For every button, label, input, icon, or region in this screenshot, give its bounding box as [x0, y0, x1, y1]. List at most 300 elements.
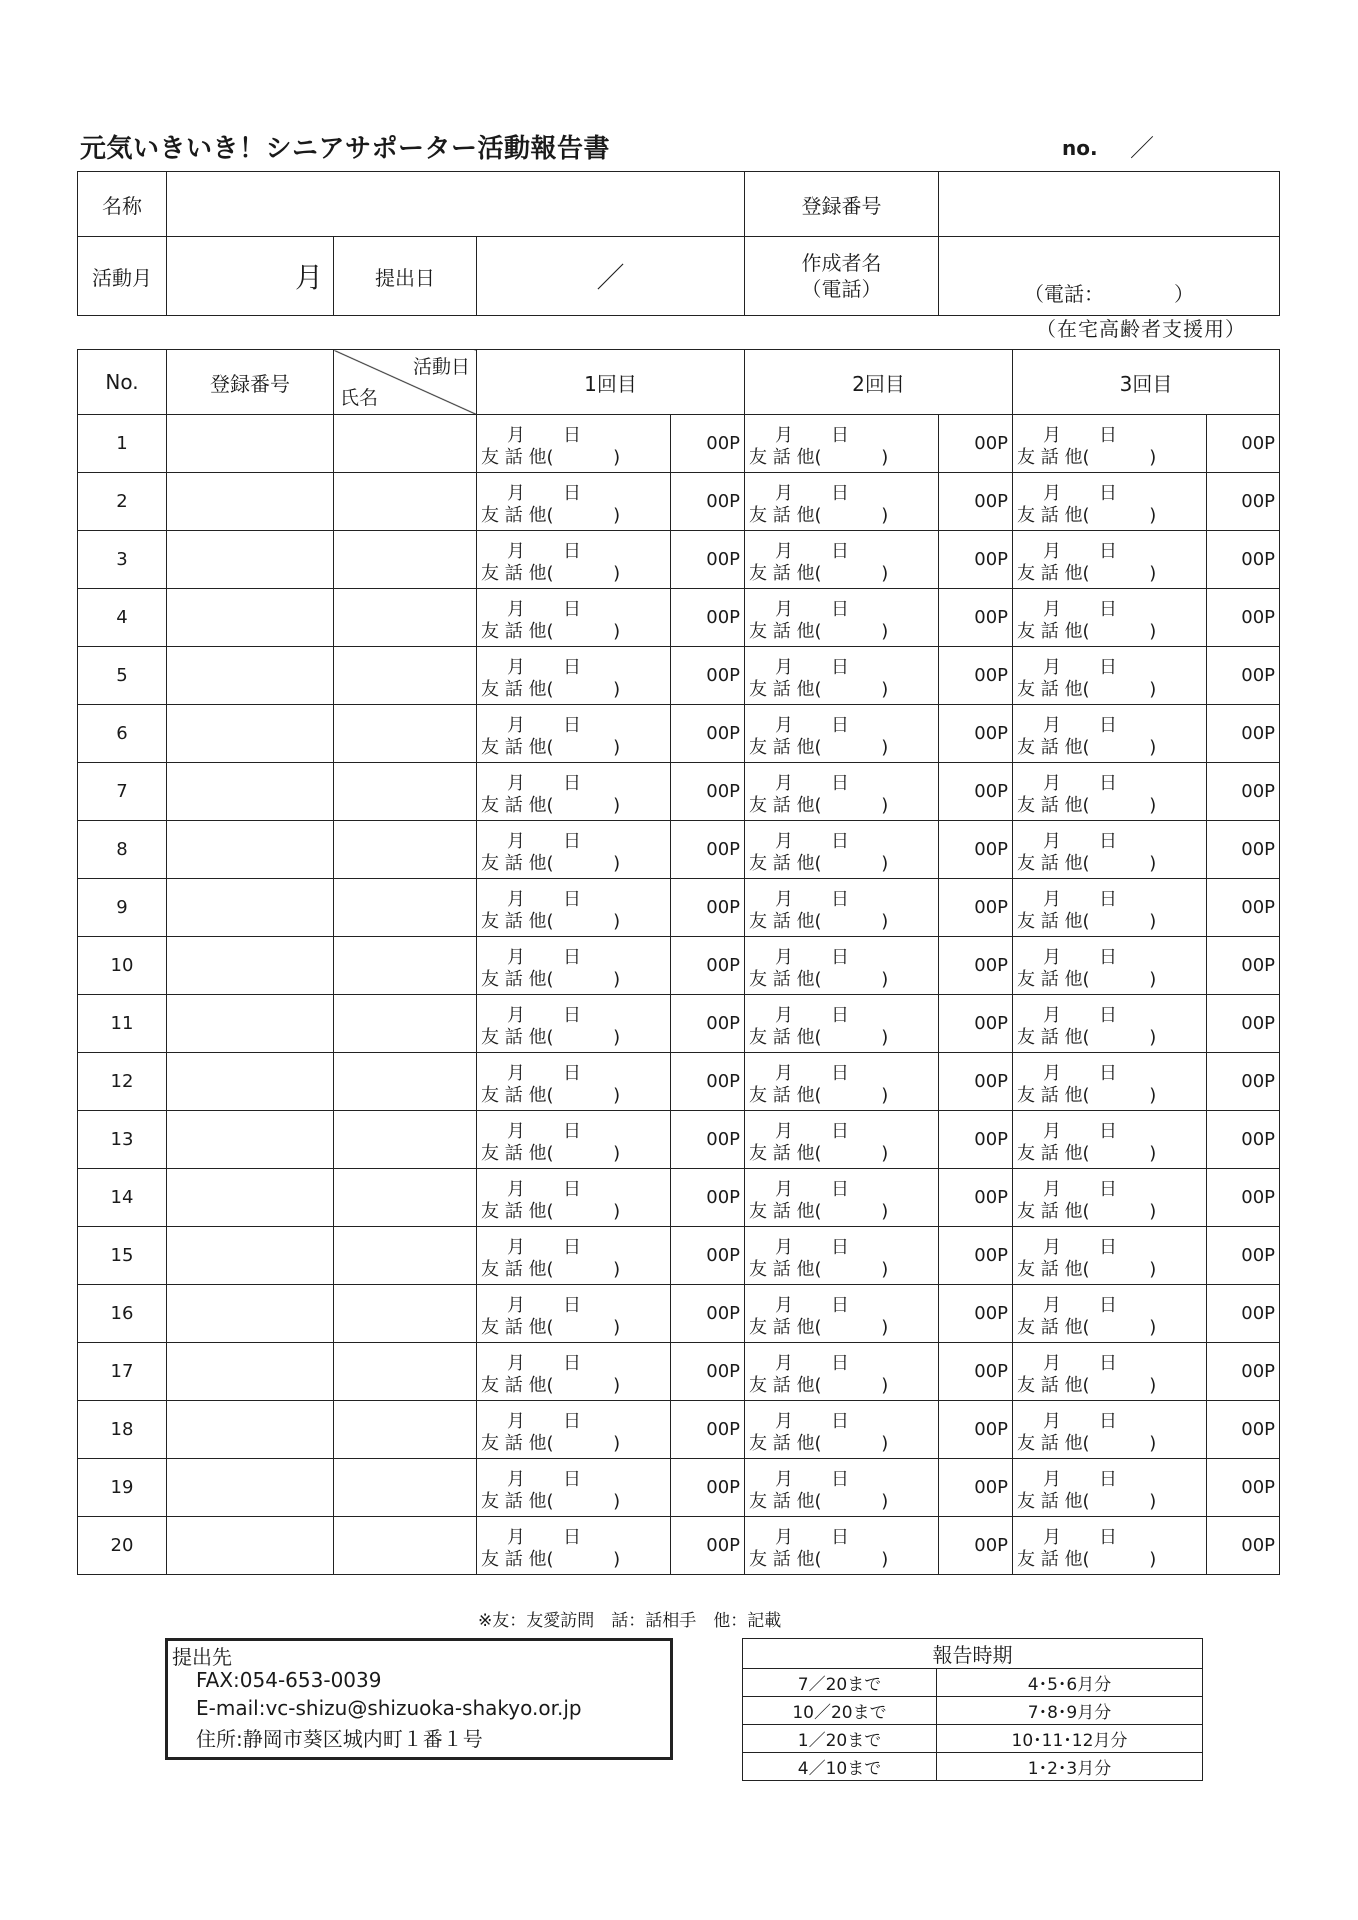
visit-1-points[interactable]: 00P	[671, 937, 745, 995]
row-registration-number-field[interactable]	[167, 1111, 334, 1169]
visit-1-points[interactable]: 00P	[671, 1517, 745, 1575]
row-registration-number-field[interactable]	[167, 1285, 334, 1343]
visit-2-date-cell[interactable]	[745, 995, 939, 1053]
visit-2-date-cell[interactable]	[745, 937, 939, 995]
visit-1-date-cell[interactable]	[477, 1053, 671, 1111]
visit-3-date-cell[interactable]	[1013, 1459, 1207, 1517]
table-row	[78, 473, 1280, 531]
visit-3-date-cell[interactable]	[1013, 1053, 1207, 1111]
visit-3-points[interactable]: 00P	[1207, 415, 1280, 473]
visit-day-label: 日	[831, 657, 850, 678]
visit-1-points[interactable]: 00P	[671, 473, 745, 531]
visit-3-points[interactable]: 00P	[1207, 1111, 1280, 1169]
row-registration-number-field[interactable]	[167, 1343, 334, 1401]
visit-month-label: 月	[1043, 831, 1062, 852]
visit-1-date-cell[interactable]	[477, 1169, 671, 1227]
visit-2-date-cell[interactable]	[745, 1401, 939, 1459]
table-row	[78, 995, 1280, 1053]
visit-2-date-cell[interactable]	[745, 705, 939, 763]
visit-month-label: 月	[507, 1121, 525, 1142]
visit-2-date-cell[interactable]	[745, 415, 939, 473]
row-name-field[interactable]	[334, 647, 477, 705]
visit-month-label: 月	[775, 1063, 794, 1084]
visit-1-date-cell[interactable]	[477, 937, 671, 995]
visit-1-date-cell[interactable]	[477, 879, 671, 937]
visit-month-label: 月	[775, 657, 794, 678]
submission-address: 住所:静岡市葵区城内町１番１号	[196, 1727, 483, 1751]
report-period-deadline: 7／20まで	[743, 1669, 937, 1697]
visit-3-date-cell[interactable]	[1013, 1169, 1207, 1227]
visit-day-label: 日	[1099, 773, 1118, 794]
creator-field[interactable]: （電話： ）	[939, 237, 1280, 316]
visit-2-date-cell[interactable]	[745, 1459, 939, 1517]
report-period-row	[743, 1725, 1203, 1753]
row-registration-number-field[interactable]	[167, 1517, 334, 1575]
row-registration-number-field[interactable]	[167, 473, 334, 531]
visit-1-date-cell[interactable]	[477, 1227, 671, 1285]
visit-3-points[interactable]: 00P	[1207, 647, 1280, 705]
visit-day-label: 日	[831, 1469, 850, 1490]
visit-month-label: 月	[507, 425, 525, 446]
row-name-field[interactable]	[334, 589, 477, 647]
visit-month-label: 月	[1043, 1527, 1062, 1548]
visit-day-label: 日	[831, 1179, 850, 1200]
visit-3-points[interactable]: 00P	[1207, 763, 1280, 821]
visit-month-label: 月	[507, 831, 525, 852]
name-field[interactable]	[167, 172, 745, 237]
row-name-field[interactable]	[334, 1111, 477, 1169]
visit-type-options: 友 話 他( )	[1017, 1085, 1157, 1106]
row-name-field[interactable]	[334, 1227, 477, 1285]
row-name-field[interactable]	[334, 879, 477, 937]
table-row	[78, 705, 1280, 763]
visit-1-points[interactable]: 00P	[671, 647, 745, 705]
visit-type-options: 友 話 他( )	[481, 969, 621, 990]
visit-month-label: 月	[507, 1005, 525, 1026]
row-registration-number-field[interactable]	[167, 531, 334, 589]
row-name-field[interactable]	[334, 995, 477, 1053]
visit-day-label: 日	[1099, 1295, 1118, 1316]
visit-month-label: 月	[1043, 1469, 1062, 1490]
visit-type-options: 友 話 他( )	[749, 911, 889, 932]
visit-3-date-cell[interactable]	[1013, 589, 1207, 647]
visit-month-label: 月	[775, 773, 794, 794]
visit-day-label: 日	[563, 715, 581, 736]
table-row	[78, 589, 1280, 647]
row-number: 9	[78, 879, 167, 937]
visit-type-options: 友 話 他( )	[749, 1317, 889, 1338]
visit-type-options: 友 話 他( )	[749, 1085, 889, 1106]
row-registration-number-field[interactable]	[167, 937, 334, 995]
visit-2-points[interactable]: 00P	[939, 1169, 1013, 1227]
visit-month-label: 月	[1043, 947, 1062, 968]
usage-note: （在宅高齢者支援用）	[1036, 317, 1246, 341]
visit-month-label: 月	[1043, 1005, 1062, 1026]
visit-type-options: 友 話 他( )	[481, 737, 621, 758]
visit-1-points[interactable]: 00P	[671, 1343, 745, 1401]
visit-2-date-cell[interactable]	[745, 1285, 939, 1343]
document-number-label: no.	[1062, 136, 1098, 160]
visit-day-label: 日	[831, 773, 850, 794]
visit-type-options: 友 話 他( )	[481, 1375, 621, 1396]
visit-2-points[interactable]: 00P	[939, 647, 1013, 705]
visit-day-label: 日	[563, 1353, 581, 1374]
row-name-field[interactable]	[334, 1285, 477, 1343]
column-header-registration-number: 登録番号	[167, 350, 334, 415]
visit-1-date-cell[interactable]	[477, 589, 671, 647]
visit-1-date-cell[interactable]	[477, 763, 671, 821]
visit-2-points[interactable]: 00P	[939, 1459, 1013, 1517]
visit-1-points[interactable]: 00P	[671, 1169, 745, 1227]
visit-day-label: 日	[563, 1469, 581, 1490]
row-registration-number-field[interactable]	[167, 1459, 334, 1517]
column-header-no: No.	[78, 350, 167, 415]
visit-2-date-cell[interactable]	[745, 763, 939, 821]
visit-day-label: 日	[563, 831, 581, 852]
visit-3-points[interactable]: 00P	[1207, 1401, 1280, 1459]
visit-type-options: 友 話 他( )	[481, 911, 621, 932]
visit-month-label: 月	[507, 541, 525, 562]
visit-month-label: 月	[1043, 657, 1062, 678]
visit-1-points[interactable]: 00P	[671, 879, 745, 937]
activity-month-field[interactable]: 月	[167, 237, 334, 316]
registration-number-label: 登録番号	[745, 172, 939, 237]
visit-3-points[interactable]: 00P	[1207, 1053, 1280, 1111]
visit-month-label: 月	[1043, 1179, 1062, 1200]
visit-3-date-cell[interactable]	[1013, 415, 1207, 473]
visit-3-date-cell[interactable]	[1013, 1401, 1207, 1459]
visit-month-label: 月	[775, 1237, 794, 1258]
row-registration-number-field[interactable]	[167, 763, 334, 821]
visit-2-date-cell[interactable]	[745, 879, 939, 937]
visit-month-label: 月	[1043, 889, 1062, 910]
creator-label-name: 作成者名	[801, 251, 882, 275]
visit-1-date-cell[interactable]	[477, 1459, 671, 1517]
name-label: 名称	[78, 172, 167, 237]
visit-2-date-cell[interactable]	[745, 531, 939, 589]
visit-type-options: 友 話 他( )	[749, 1433, 889, 1454]
visit-month-label: 月	[1043, 773, 1062, 794]
visit-1-points[interactable]: 00P	[671, 995, 745, 1053]
creator-label	[745, 237, 939, 316]
row-number: 8	[78, 821, 167, 879]
visit-3-points[interactable]: 00P	[1207, 473, 1280, 531]
row-registration-number-field[interactable]	[167, 879, 334, 937]
creator-label-phone: （電話）	[801, 277, 882, 301]
visit-1-date-cell[interactable]	[477, 1343, 671, 1401]
visit-1-points[interactable]: 00P	[671, 1227, 745, 1285]
visit-2-points[interactable]: 00P	[939, 879, 1013, 937]
visit-month-label: 月	[1043, 599, 1062, 620]
visit-type-options: 友 話 他( )	[481, 1317, 621, 1338]
visit-3-date-cell[interactable]	[1013, 763, 1207, 821]
visit-day-label: 日	[563, 1063, 581, 1084]
visit-3-points[interactable]: 00P	[1207, 1459, 1280, 1517]
visit-month-label: 月	[1043, 483, 1062, 504]
visit-type-options: 友 話 他( )	[1017, 1317, 1157, 1338]
visit-month-label: 月	[1043, 1121, 1062, 1142]
visit-type-options: 友 話 他( )	[481, 679, 621, 700]
visit-month-label: 月	[507, 889, 525, 910]
visit-month-label: 月	[775, 1527, 794, 1548]
visit-2-points[interactable]: 00P	[939, 473, 1013, 531]
visit-2-points[interactable]: 00P	[939, 589, 1013, 647]
visit-1-points[interactable]: 00P	[671, 705, 745, 763]
visit-type-options: 友 話 他( )	[481, 1549, 621, 1570]
row-name-field[interactable]	[334, 821, 477, 879]
row-registration-number-field[interactable]	[167, 1053, 334, 1111]
visit-1-points[interactable]: 00P	[671, 1459, 745, 1517]
row-registration-number-field[interactable]	[167, 821, 334, 879]
column-header-visit-1: 1回目	[477, 350, 745, 415]
visit-1-points[interactable]: 00P	[671, 415, 745, 473]
row-registration-number-field[interactable]	[167, 415, 334, 473]
visit-day-label: 日	[563, 599, 581, 620]
visit-day-label: 日	[1099, 599, 1118, 620]
visit-3-date-cell[interactable]	[1013, 1227, 1207, 1285]
visit-3-date-cell[interactable]	[1013, 647, 1207, 705]
visit-3-points[interactable]: 00P	[1207, 995, 1280, 1053]
visit-1-points[interactable]: 00P	[671, 1053, 745, 1111]
visit-month-label: 月	[507, 1469, 525, 1490]
visit-1-date-cell[interactable]	[477, 1111, 671, 1169]
table-row	[78, 647, 1280, 705]
visit-3-points[interactable]: 00P	[1207, 531, 1280, 589]
visit-3-points[interactable]: 00P	[1207, 589, 1280, 647]
visit-day-label: 日	[563, 1527, 581, 1548]
row-name-field[interactable]	[334, 415, 477, 473]
visit-1-points[interactable]: 00P	[671, 1401, 745, 1459]
visit-day-label: 日	[563, 889, 581, 910]
row-number: 6	[78, 705, 167, 763]
visit-month-label: 月	[775, 1005, 794, 1026]
visit-2-points[interactable]: 00P	[939, 763, 1013, 821]
table-row	[78, 1343, 1280, 1401]
row-name-field[interactable]	[334, 1053, 477, 1111]
report-period-deadline: 1／20まで	[743, 1725, 937, 1753]
visit-month-label: 月	[775, 1121, 794, 1142]
visit-type-options: 友 話 他( )	[749, 621, 889, 642]
visit-2-points[interactable]: 00P	[939, 995, 1013, 1053]
visit-day-label: 日	[563, 1411, 581, 1432]
visit-day-label: 日	[563, 657, 581, 678]
row-name-field[interactable]	[334, 1401, 477, 1459]
row-registration-number-field[interactable]	[167, 1227, 334, 1285]
visit-3-points[interactable]: 00P	[1207, 1227, 1280, 1285]
visit-day-label: 日	[563, 541, 581, 562]
visit-type-options: 友 話 他( )	[1017, 969, 1157, 990]
visit-type-options: 友 話 他( )	[1017, 679, 1157, 700]
visit-1-date-cell[interactable]	[477, 1517, 671, 1575]
visit-month-label: 月	[1043, 541, 1062, 562]
visit-month-label: 月	[1043, 1063, 1062, 1084]
visit-3-date-cell[interactable]	[1013, 995, 1207, 1053]
visit-type-options: 友 話 他( )	[749, 505, 889, 526]
visit-1-points[interactable]: 00P	[671, 589, 745, 647]
visit-1-date-cell[interactable]	[477, 473, 671, 531]
visit-month-label: 月	[507, 773, 525, 794]
visit-month-label: 月	[775, 1353, 794, 1374]
row-name-field[interactable]	[334, 531, 477, 589]
visit-1-date-cell[interactable]	[477, 1401, 671, 1459]
visit-2-date-cell[interactable]	[745, 821, 939, 879]
visit-2-points[interactable]: 00P	[939, 937, 1013, 995]
table-row	[78, 1053, 1280, 1111]
visit-month-label: 月	[507, 1237, 525, 1258]
visit-month-label: 月	[775, 947, 794, 968]
visit-type-options: 友 話 他( )	[1017, 853, 1157, 874]
row-registration-number-field[interactable]	[167, 705, 334, 763]
visit-2-date-cell[interactable]	[745, 1169, 939, 1227]
visit-3-points[interactable]: 00P	[1207, 705, 1280, 763]
visit-2-points[interactable]: 00P	[939, 1285, 1013, 1343]
report-period-row	[743, 1697, 1203, 1725]
visit-3-points[interactable]: 00P	[1207, 821, 1280, 879]
visit-2-points[interactable]: 00P	[939, 531, 1013, 589]
visit-2-points[interactable]: 00P	[939, 705, 1013, 763]
visit-day-label: 日	[831, 1411, 850, 1432]
visit-2-date-cell[interactable]	[745, 1111, 939, 1169]
visit-2-points[interactable]: 00P	[939, 1227, 1013, 1285]
row-name-field[interactable]	[334, 1517, 477, 1575]
row-name-field[interactable]	[334, 763, 477, 821]
visit-day-label: 日	[831, 831, 850, 852]
table-row	[78, 1401, 1280, 1459]
row-number: 14	[78, 1169, 167, 1227]
visit-2-date-cell[interactable]	[745, 1053, 939, 1111]
visit-3-points[interactable]: 00P	[1207, 1343, 1280, 1401]
report-period-row	[743, 1669, 1203, 1697]
visit-month-label: 月	[507, 1411, 525, 1432]
visit-3-date-cell[interactable]	[1013, 1285, 1207, 1343]
row-registration-number-field[interactable]	[167, 647, 334, 705]
row-name-field[interactable]	[334, 473, 477, 531]
visit-1-points[interactable]: 00P	[671, 1285, 745, 1343]
visit-1-date-cell[interactable]	[477, 415, 671, 473]
row-number: 4	[78, 589, 167, 647]
visit-month-label: 月	[1043, 1237, 1062, 1258]
report-period-months: 10･11･12月分	[937, 1725, 1203, 1753]
document-number-slash: ／	[1130, 134, 1154, 162]
visit-3-date-cell[interactable]	[1013, 473, 1207, 531]
visit-3-points[interactable]: 00P	[1207, 937, 1280, 995]
visit-2-points[interactable]: 00P	[939, 1343, 1013, 1401]
visit-1-date-cell[interactable]	[477, 995, 671, 1053]
visit-3-points[interactable]: 00P	[1207, 1285, 1280, 1343]
visit-1-date-cell[interactable]	[477, 647, 671, 705]
visit-type-options: 友 話 他( )	[1017, 911, 1157, 932]
visit-day-label: 日	[1099, 947, 1118, 968]
row-registration-number-field[interactable]	[167, 1401, 334, 1459]
visit-3-date-cell[interactable]	[1013, 937, 1207, 995]
row-number: 18	[78, 1401, 167, 1459]
row-name-field[interactable]	[334, 1169, 477, 1227]
visit-type-options: 友 話 他( )	[1017, 563, 1157, 584]
visit-day-label: 日	[1099, 1411, 1118, 1432]
visit-2-points[interactable]: 00P	[939, 1517, 1013, 1575]
table-row	[78, 821, 1280, 879]
row-name-field[interactable]	[334, 1343, 477, 1401]
visit-type-options: 友 話 他( )	[749, 1259, 889, 1280]
visit-2-points[interactable]: 00P	[939, 1401, 1013, 1459]
visit-2-points[interactable]: 00P	[939, 821, 1013, 879]
row-registration-number-field[interactable]	[167, 589, 334, 647]
row-registration-number-field[interactable]	[167, 1169, 334, 1227]
report-period-months: 4･5･6月分	[937, 1669, 1203, 1697]
registration-number-field[interactable]	[939, 172, 1280, 237]
visit-2-date-cell[interactable]	[745, 647, 939, 705]
visit-type-options: 友 話 他( )	[1017, 795, 1157, 816]
visit-2-date-cell[interactable]	[745, 473, 939, 531]
visit-type-options: 友 話 他( )	[749, 1549, 889, 1570]
visit-1-date-cell[interactable]	[477, 821, 671, 879]
visit-day-label: 日	[831, 947, 850, 968]
visit-3-date-cell[interactable]	[1013, 705, 1207, 763]
table-row	[78, 1285, 1280, 1343]
visit-1-points[interactable]: 00P	[671, 763, 745, 821]
visit-type-options: 友 話 他( )	[749, 679, 889, 700]
report-period-deadline: 10／20まで	[743, 1697, 937, 1725]
visit-type-options: 友 話 他( )	[1017, 621, 1157, 642]
visit-3-date-cell[interactable]	[1013, 1517, 1207, 1575]
row-number: 11	[78, 995, 167, 1053]
visit-3-date-cell[interactable]	[1013, 879, 1207, 937]
visit-1-date-cell[interactable]	[477, 1285, 671, 1343]
column-header-activity-day: 活動日	[412, 356, 470, 378]
visit-day-label: 日	[1099, 1527, 1118, 1548]
visit-1-date-cell[interactable]	[477, 705, 671, 763]
row-name-field[interactable]	[334, 705, 477, 763]
visit-day-label: 日	[1099, 1179, 1118, 1200]
visit-2-points[interactable]: 00P	[939, 1111, 1013, 1169]
visit-day-label: 日	[831, 1121, 850, 1142]
visit-2-points[interactable]: 00P	[939, 1053, 1013, 1111]
visit-day-label: 日	[563, 1121, 581, 1142]
visit-1-points[interactable]: 00P	[671, 821, 745, 879]
table-row	[78, 879, 1280, 937]
visit-type-options: 友 話 他( )	[481, 1085, 621, 1106]
row-registration-number-field[interactable]	[167, 995, 334, 1053]
visit-day-label: 日	[563, 1179, 581, 1200]
row-name-field[interactable]	[334, 937, 477, 995]
visit-3-date-cell[interactable]	[1013, 821, 1207, 879]
visit-type-options: 友 話 他( )	[1017, 1259, 1157, 1280]
visit-1-points[interactable]: 00P	[671, 1111, 745, 1169]
visit-2-date-cell[interactable]	[745, 1227, 939, 1285]
form-title: 元気いきいき！シニアサポーター活動報告書	[80, 134, 611, 164]
visit-2-date-cell[interactable]	[745, 589, 939, 647]
visit-2-date-cell[interactable]	[745, 1517, 939, 1575]
visit-month-label: 月	[507, 483, 525, 504]
visit-type-options: 友 話 他( )	[749, 1143, 889, 1164]
row-name-field[interactable]	[334, 1459, 477, 1517]
submit-date-label: 提出日	[334, 237, 477, 316]
visit-3-points[interactable]: 00P	[1207, 1517, 1280, 1575]
visit-3-date-cell[interactable]	[1013, 1111, 1207, 1169]
visit-3-date-cell[interactable]	[1013, 1343, 1207, 1401]
visit-1-points[interactable]: 00P	[671, 531, 745, 589]
table-row	[78, 1459, 1280, 1517]
visit-2-points[interactable]: 00P	[939, 415, 1013, 473]
visit-day-label: 日	[831, 1237, 850, 1258]
visit-2-date-cell[interactable]	[745, 1343, 939, 1401]
visit-3-points[interactable]: 00P	[1207, 879, 1280, 937]
visit-3-date-cell[interactable]	[1013, 531, 1207, 589]
visit-1-date-cell[interactable]	[477, 531, 671, 589]
visit-month-label: 月	[775, 483, 794, 504]
submit-date-field[interactable]: ／	[477, 237, 745, 316]
visit-3-points[interactable]: 00P	[1207, 1169, 1280, 1227]
